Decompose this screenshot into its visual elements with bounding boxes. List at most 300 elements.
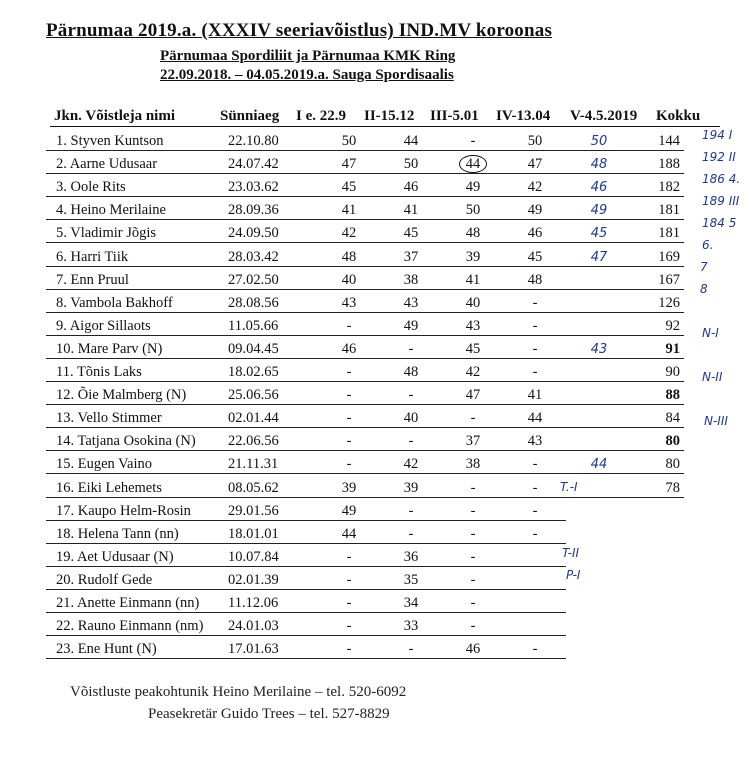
cell-total-text: 84 — [665, 410, 680, 427]
cell-birth — [228, 358, 318, 381]
cell-e1-text: 50 — [341, 133, 357, 150]
cell-e4-text: - — [532, 641, 538, 658]
cell-e1 — [318, 520, 380, 543]
cell-e3 — [442, 358, 504, 381]
cell-e2 — [380, 566, 442, 589]
cell-e3-text: 41 — [465, 271, 481, 288]
cell-e1 — [318, 128, 380, 151]
cell-e5 — [566, 151, 632, 174]
cell-name — [46, 612, 228, 635]
cell-e2 — [380, 520, 442, 543]
cell-e5-text: 47 — [590, 249, 608, 265]
cell-name — [46, 428, 228, 451]
col-name: Jkn. Võistleja nimi — [54, 108, 175, 124]
chief-judge-line: Võistluste peakohtunik Heino Merilaine – tel. 520-6092 — [70, 684, 407, 700]
cell-e1 — [318, 358, 380, 381]
cell-e1 — [318, 312, 380, 335]
cell-name-text: 3. Oole Rits — [56, 179, 126, 196]
table-row — [46, 451, 684, 474]
cell-e3-text: - — [470, 502, 476, 519]
table-row — [46, 128, 684, 151]
cell-name-text: 15. Eugen Vaino — [56, 456, 152, 473]
cell-e4 — [504, 497, 566, 520]
table-row — [46, 382, 684, 405]
cell-name — [46, 520, 228, 543]
cell-name — [46, 174, 228, 197]
cell-e2-text: 39 — [403, 479, 419, 496]
cell-e4 — [504, 335, 566, 358]
handwritten-note: T.-I — [560, 480, 578, 494]
cell-name — [46, 636, 228, 659]
cell-e5 — [566, 220, 632, 243]
cell-total-text: 169 — [658, 248, 680, 265]
cell-total-text: 80 — [665, 433, 680, 450]
cell-birth-text: 18.02.65 — [228, 364, 279, 381]
cell-e4-text: 43 — [527, 433, 543, 450]
cell-birth — [228, 612, 318, 635]
cell-birth — [228, 566, 318, 589]
cell-name-text: 12. Õie Malmberg (N) — [56, 387, 187, 404]
cell-birth-text: 17.01.63 — [228, 641, 279, 658]
cell-e1-text: 44 — [341, 525, 357, 542]
cell-e1 — [318, 382, 380, 405]
cell-name — [46, 220, 228, 243]
cell-total — [632, 612, 684, 635]
cell-e1-text: 40 — [341, 271, 357, 288]
cell-e3-text: 44 — [459, 155, 488, 173]
cell-e2-text: 49 — [403, 317, 419, 334]
cell-e2-text: 33 — [403, 618, 419, 635]
table-row — [46, 174, 684, 197]
cell-e5 — [566, 312, 632, 335]
cell-birth — [228, 520, 318, 543]
cell-e5-text: 48 — [590, 157, 608, 173]
cell-e3-text: 49 — [465, 179, 481, 196]
cell-e4-text: 44 — [527, 410, 543, 427]
cell-e3 — [442, 174, 504, 197]
cell-e3-text: 50 — [465, 202, 481, 219]
cell-e1-text: - — [346, 548, 352, 565]
cell-e5 — [566, 451, 632, 474]
table-row — [46, 405, 684, 428]
cell-e3 — [442, 197, 504, 220]
cell-birth-text: 08.05.62 — [228, 479, 279, 496]
cell-e3-text: 47 — [465, 387, 481, 404]
cell-total-text: 182 — [658, 179, 680, 196]
cell-e1-text: - — [346, 594, 352, 611]
cell-e3 — [442, 451, 504, 474]
cell-birth-text: 02.01.44 — [228, 410, 279, 427]
cell-e2-text: 48 — [403, 364, 419, 381]
cell-e3-text: - — [470, 571, 476, 588]
cell-e4 — [504, 543, 566, 566]
cell-total — [632, 566, 684, 589]
cell-e2-text: - — [408, 387, 414, 404]
cell-birth — [228, 543, 318, 566]
cell-e2-text: - — [408, 502, 414, 519]
cell-e2 — [380, 312, 442, 335]
col-e5: V-4.5.2019 — [570, 108, 638, 124]
cell-birth-text: 24.07.42 — [228, 156, 279, 173]
cell-name-text: 1. Styven Kuntson — [56, 133, 164, 150]
cell-total-text: 188 — [658, 156, 680, 173]
cell-name-text: 14. Tatjana Osokina (N) — [56, 433, 196, 450]
cell-e1 — [318, 543, 380, 566]
cell-e3-text: - — [470, 525, 476, 542]
cell-e2-text: 42 — [403, 456, 419, 473]
cell-e1-text: - — [346, 641, 352, 658]
cell-e3 — [442, 243, 504, 266]
cell-e3-text: 48 — [465, 225, 481, 242]
cell-e5-text: 46 — [590, 180, 608, 196]
cell-e3 — [442, 289, 504, 312]
cell-e5 — [566, 358, 632, 381]
col-birth: Sünniaeg — [220, 108, 280, 124]
cell-e4-text: - — [532, 479, 538, 496]
cell-total-text: 78 — [665, 479, 680, 496]
cell-e1 — [318, 566, 380, 589]
handwritten-note: 6. — [702, 238, 714, 252]
cell-e4 — [504, 636, 566, 659]
cell-e3-text: - — [470, 479, 476, 496]
cell-e1 — [318, 589, 380, 612]
cell-e5 — [566, 382, 632, 405]
cell-birth-text: 02.01.39 — [228, 571, 279, 588]
cell-total — [632, 497, 684, 520]
cell-e2 — [380, 266, 442, 289]
cell-e3 — [442, 543, 504, 566]
cell-birth-text: 21.11.31 — [228, 456, 279, 473]
cell-name-text: 16. Eiki Lehemets — [56, 479, 162, 496]
cell-e2 — [380, 335, 442, 358]
cell-e2-text: 44 — [403, 133, 419, 150]
cell-birth — [228, 335, 318, 358]
handwritten-note: N-III — [704, 414, 728, 428]
cell-e1-text: 41 — [341, 202, 357, 219]
cell-name-text: 17. Kaupo Helm-Rosin — [56, 502, 191, 519]
handwritten-note: 186 4. — [702, 172, 741, 186]
cell-birth — [228, 497, 318, 520]
cell-name — [46, 543, 228, 566]
cell-name-text: 8. Vambola Bakhoff — [56, 294, 173, 311]
cell-total — [632, 289, 684, 312]
cell-birth-text: 27.02.50 — [228, 271, 279, 288]
table-row — [46, 543, 684, 566]
cell-birth — [228, 451, 318, 474]
cell-name-text: 18. Helena Tann (nn) — [56, 525, 179, 542]
handwritten-note: 7 — [700, 260, 708, 274]
cell-e4 — [504, 174, 566, 197]
cell-e5-text: 50 — [590, 134, 608, 150]
table-row — [46, 589, 684, 612]
cell-e2-text: 40 — [403, 410, 419, 427]
cell-name-text: 22. Rauno Einmann (nm) — [56, 618, 204, 635]
cell-e4-text: 46 — [527, 225, 543, 242]
cell-birth — [228, 243, 318, 266]
cell-birth-text: 22.10.80 — [228, 133, 279, 150]
cell-birth — [228, 174, 318, 197]
cell-total-text: 80 — [665, 456, 680, 473]
cell-e5 — [566, 405, 632, 428]
cell-birth-text: 28.09.36 — [228, 202, 279, 219]
cell-birth — [228, 220, 318, 243]
cell-birth-text: 24.09.50 — [228, 225, 279, 242]
cell-e3-text: - — [470, 133, 476, 150]
cell-name-text: 4. Heino Merilaine — [56, 202, 166, 219]
cell-e2-text: 45 — [403, 225, 419, 242]
cell-e1-text: 43 — [341, 294, 357, 311]
handwritten-note: 194 I — [702, 128, 733, 142]
cell-e4 — [504, 474, 566, 497]
cell-birth-text: 24.01.03 — [228, 618, 279, 635]
cell-e1-text: 42 — [341, 225, 357, 242]
cell-birth — [228, 428, 318, 451]
cell-e2-text: - — [408, 433, 414, 450]
table-header — [50, 108, 720, 128]
cell-e1 — [318, 289, 380, 312]
cell-total-text: 181 — [658, 202, 680, 219]
cell-e3 — [442, 312, 504, 335]
cell-e1 — [318, 220, 380, 243]
cell-e4 — [504, 428, 566, 451]
cell-birth — [228, 266, 318, 289]
cell-e1-text: - — [346, 317, 352, 334]
cell-name-text: 23. Ene Hunt (N) — [56, 641, 157, 658]
cell-birth-text: 22.06.56 — [228, 433, 279, 450]
cell-e3-text: 39 — [465, 248, 481, 265]
cell-e2 — [380, 451, 442, 474]
cell-e1 — [318, 428, 380, 451]
cell-e4 — [504, 451, 566, 474]
cell-e1 — [318, 636, 380, 659]
cell-e2 — [380, 428, 442, 451]
cell-total-text: 126 — [658, 294, 680, 311]
table-row — [46, 266, 684, 289]
cell-e4 — [504, 520, 566, 543]
cell-e2 — [380, 543, 442, 566]
cell-name — [46, 312, 228, 335]
handwritten-note: N-I — [702, 326, 719, 340]
cell-total-text: 181 — [658, 225, 680, 242]
cell-e2 — [380, 220, 442, 243]
cell-name — [46, 266, 228, 289]
table-row — [46, 612, 684, 635]
cell-e5 — [566, 243, 632, 266]
secretary-line: Peasekretär Guido Trees – tel. 527-8829 — [148, 706, 390, 722]
cell-birth — [228, 474, 318, 497]
cell-e5 — [566, 335, 632, 358]
cell-e2-text: 36 — [403, 548, 419, 565]
cell-e3 — [442, 474, 504, 497]
cell-e2 — [380, 174, 442, 197]
cell-e3-text: - — [470, 594, 476, 611]
cell-name — [46, 358, 228, 381]
cell-name — [46, 128, 228, 151]
cell-e5-text: 49 — [590, 203, 608, 219]
cell-e1-text: - — [346, 456, 352, 473]
date-venue-subtitle: 22.09.2018. – 04.05.2019.a. Sauga Spordisaalis — [160, 67, 454, 83]
cell-name-text: 7. Enn Pruul — [56, 271, 129, 288]
cell-birth-text: 18.01.01 — [228, 525, 279, 542]
cell-e2-text: - — [408, 641, 414, 658]
cell-e4-text: 45 — [527, 248, 543, 265]
table-row — [46, 243, 684, 266]
table-row — [46, 197, 684, 220]
cell-e5-text: 43 — [590, 341, 608, 357]
cell-birth — [228, 128, 318, 151]
cell-total — [632, 128, 684, 151]
handwritten-note: 189 III — [702, 194, 740, 208]
cell-e5 — [566, 520, 632, 543]
cell-e1-text: 39 — [341, 479, 357, 496]
document-title: Pärnumaa 2019.a. (XXXIV seeriavõistlus) IND.MV koroonas — [46, 20, 553, 41]
cell-total — [632, 428, 684, 451]
cell-e4 — [504, 612, 566, 635]
cell-e1 — [318, 243, 380, 266]
cell-e3 — [442, 335, 504, 358]
cell-total — [632, 405, 684, 428]
cell-e1-text: - — [346, 364, 352, 381]
cell-total-text: 92 — [665, 317, 680, 334]
cell-name-text: 20. Rudolf Gede — [56, 571, 153, 588]
col-e1: I e. 22.9 — [296, 108, 346, 124]
cell-e5 — [566, 428, 632, 451]
cell-e5 — [566, 636, 632, 659]
cell-e3 — [442, 566, 504, 589]
cell-e2 — [380, 243, 442, 266]
cell-e2 — [380, 405, 442, 428]
col-total: Kokku — [656, 108, 701, 124]
cell-e3 — [442, 497, 504, 520]
cell-total — [632, 197, 684, 220]
cell-birth-text: 10.07.84 — [228, 548, 279, 565]
cell-e1 — [318, 335, 380, 358]
col-e3: III-5.01 — [430, 108, 479, 124]
cell-e2-text: 37 — [403, 248, 419, 265]
cell-name-text: 5. Vladimir Jõgis — [56, 225, 157, 242]
cell-e1-text: - — [346, 410, 352, 427]
cell-e2 — [380, 358, 442, 381]
cell-birth-text: 11.12.06 — [228, 594, 279, 611]
cell-e1 — [318, 497, 380, 520]
cell-e4 — [504, 382, 566, 405]
cell-name — [46, 405, 228, 428]
cell-name — [46, 289, 228, 312]
cell-e1 — [318, 451, 380, 474]
cell-e4 — [504, 220, 566, 243]
cell-e5 — [566, 197, 632, 220]
organizer-subtitle: Pärnumaa Spordiliit ja Pärnumaa KMK Ring — [160, 48, 456, 64]
cell-e5 — [566, 174, 632, 197]
table-row — [46, 289, 684, 312]
cell-e1 — [318, 474, 380, 497]
cell-e1 — [318, 405, 380, 428]
cell-e4-text: - — [532, 456, 538, 473]
table-row — [46, 335, 684, 358]
cell-e2-text: 38 — [403, 271, 419, 288]
cell-name — [46, 497, 228, 520]
cell-e4 — [504, 128, 566, 151]
cell-e2-text: 35 — [403, 571, 419, 588]
cell-birth — [228, 151, 318, 174]
cell-e3 — [442, 636, 504, 659]
cell-birth-text: 09.04.45 — [228, 340, 279, 357]
cell-e1-text: 46 — [341, 340, 357, 357]
cell-total — [632, 382, 684, 405]
cell-name — [46, 151, 228, 174]
cell-name-text: 9. Aigor Sillaots — [56, 317, 151, 334]
cell-total — [632, 174, 684, 197]
cell-e4 — [504, 151, 566, 174]
cell-e1 — [318, 174, 380, 197]
cell-e5 — [566, 612, 632, 635]
cell-e3 — [442, 428, 504, 451]
cell-e4 — [504, 289, 566, 312]
cell-total-text: 144 — [658, 133, 680, 150]
cell-e2-text: 43 — [403, 294, 419, 311]
cell-total — [632, 335, 684, 358]
cell-e3 — [442, 589, 504, 612]
cell-name-text: 21. Anette Einmann (nn) — [56, 594, 200, 611]
cell-e4 — [504, 358, 566, 381]
handwritten-note: T-II — [562, 546, 580, 560]
cell-name — [46, 566, 228, 589]
cell-e3 — [442, 220, 504, 243]
cell-birth — [228, 382, 318, 405]
cell-e1-text: - — [346, 571, 352, 588]
table-row — [46, 566, 684, 589]
cell-name — [46, 451, 228, 474]
cell-total — [632, 358, 684, 381]
cell-e4-text: 42 — [527, 179, 543, 196]
cell-e1-text: - — [346, 618, 352, 635]
table-row — [46, 520, 684, 543]
cell-e4-text: - — [532, 294, 538, 311]
cell-e5 — [566, 266, 632, 289]
table-row — [46, 636, 684, 659]
table-row — [46, 428, 684, 451]
cell-e2-text: 34 — [403, 594, 419, 611]
cell-e4 — [504, 405, 566, 428]
cell-e4-text: 50 — [527, 133, 543, 150]
cell-e4-text: - — [532, 502, 538, 519]
cell-e4-text: 48 — [527, 271, 543, 288]
cell-total-text: 90 — [665, 364, 680, 381]
cell-e2 — [380, 636, 442, 659]
cell-e2 — [380, 197, 442, 220]
handwritten-note: 184 5 — [702, 216, 737, 230]
cell-birth — [228, 197, 318, 220]
cell-e3 — [442, 520, 504, 543]
cell-e5 — [566, 497, 632, 520]
cell-name — [46, 382, 228, 405]
cell-e3-text: 38 — [465, 456, 481, 473]
cell-e1 — [318, 151, 380, 174]
cell-e4-text: - — [532, 525, 538, 542]
cell-total — [632, 474, 684, 497]
handwritten-note: 192 II — [702, 150, 736, 164]
table-row — [46, 151, 684, 174]
cell-total-text: 91 — [665, 340, 680, 357]
cell-total — [632, 636, 684, 659]
cell-e1-text: 48 — [341, 248, 357, 265]
cell-e2 — [380, 612, 442, 635]
cell-e1 — [318, 612, 380, 635]
cell-name — [46, 243, 228, 266]
cell-total — [632, 589, 684, 612]
cell-e2 — [380, 474, 442, 497]
cell-e2 — [380, 128, 442, 151]
